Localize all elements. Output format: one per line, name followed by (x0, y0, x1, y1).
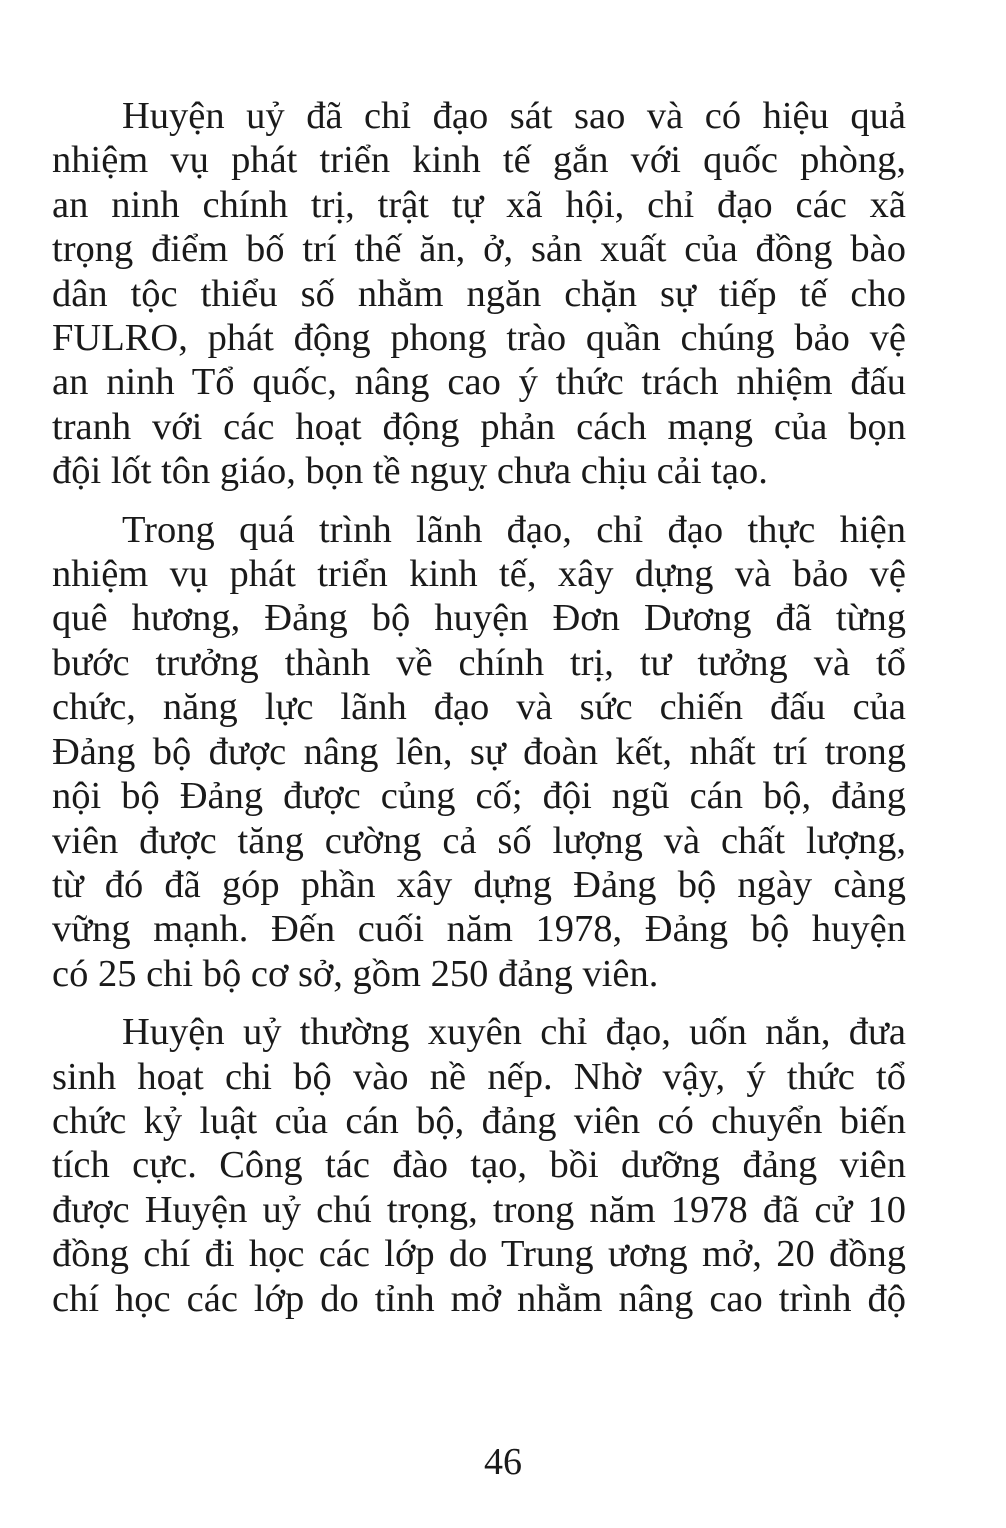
text-line: an ninh Tổ quốc, nâng cao ý thức trách nhiệm đấu (52, 361, 906, 404)
paragraph-1 (52, 94, 906, 494)
text-line: nhiệm vụ phát triển kinh tế, xây dựng và bảo vệ (52, 553, 906, 596)
body-text (52, 94, 906, 1335)
text-line: chí học các lớp do tỉnh mở nhằm nâng cao trình độ (52, 1277, 906, 1320)
paragraph-2 (52, 508, 906, 996)
text-line: Huyện uỷ thường xuyên chỉ đạo, uốn nắn, đưa (122, 1011, 906, 1054)
text-line: chức, năng lực lãnh đạo và sức chiến đấu của (52, 686, 906, 729)
page-number: 46 (484, 1441, 522, 1483)
text-line: trọng điểm bố trí thế ăn, ở, sản xuất của đồng bào (52, 228, 906, 271)
text-line: chức kỷ luật của cán bộ, đảng viên có chuyển biến (52, 1099, 906, 1142)
text-line: đồng chí đi học các lớp do Trung ương mở, 20 đồng (52, 1233, 906, 1276)
text-line: có 25 chi bộ cơ sở, gồm 250 đảng viên. (52, 952, 659, 995)
text-line: được Huyện uỷ chú trọng, trong năm 1978 đã cử 10 (52, 1188, 906, 1231)
text-line: vững mạnh. Đến cuối năm 1978, Đảng bộ huyện (52, 908, 906, 951)
text-line: Huyện uỷ đã chỉ đạo sát sao và có hiệu quả (122, 95, 906, 137)
text-line: tranh với các hoạt động phản cách mạng của bọn (52, 405, 906, 448)
text-line: đội lốt tôn giáo, bọn tề nguỵ chưa chịu cải tạo. (52, 450, 768, 493)
text-line: nhiệm vụ phát triển kinh tế gắn với quốc phòng, (52, 139, 906, 182)
text-line: Trong quá trình lãnh đạo, chỉ đạo thực hiện (122, 508, 906, 551)
text-line: tích cực. Công tác đào tạo, bồi dưỡng đảng viên (52, 1144, 906, 1187)
text-line: FULRO, phát động phong trào quần chúng bảo vệ (52, 317, 906, 360)
text-line: từ đó đã góp phần xây dựng Đảng bộ ngày càng (52, 863, 906, 906)
paragraph-3 (52, 1010, 906, 1321)
text-line: bước trưởng thành về chính trị, tư tưởng và tổ (52, 641, 906, 684)
text-line: nội bộ Đảng được củng cố; đội ngũ cán bộ, đảng (52, 775, 906, 818)
text-line: dân tộc thiểu số nhằm ngăn chặn sự tiếp tế cho (52, 272, 906, 315)
text-line: sinh hoạt chi bộ vào nề nếp. Nhờ vậy, ý thức tổ (52, 1055, 906, 1098)
text-line: Đảng bộ được nâng lên, sự đoàn kết, nhất trí trong (52, 730, 906, 773)
text-line: an ninh chính trị, trật tự xã hội, chỉ đạo các xã (52, 183, 906, 226)
text-line: viên được tăng cường cả số lượng và chất lượng, (52, 819, 906, 862)
text-line: quê hương, Đảng bộ huyện Đơn Dương đã từng (52, 597, 906, 640)
